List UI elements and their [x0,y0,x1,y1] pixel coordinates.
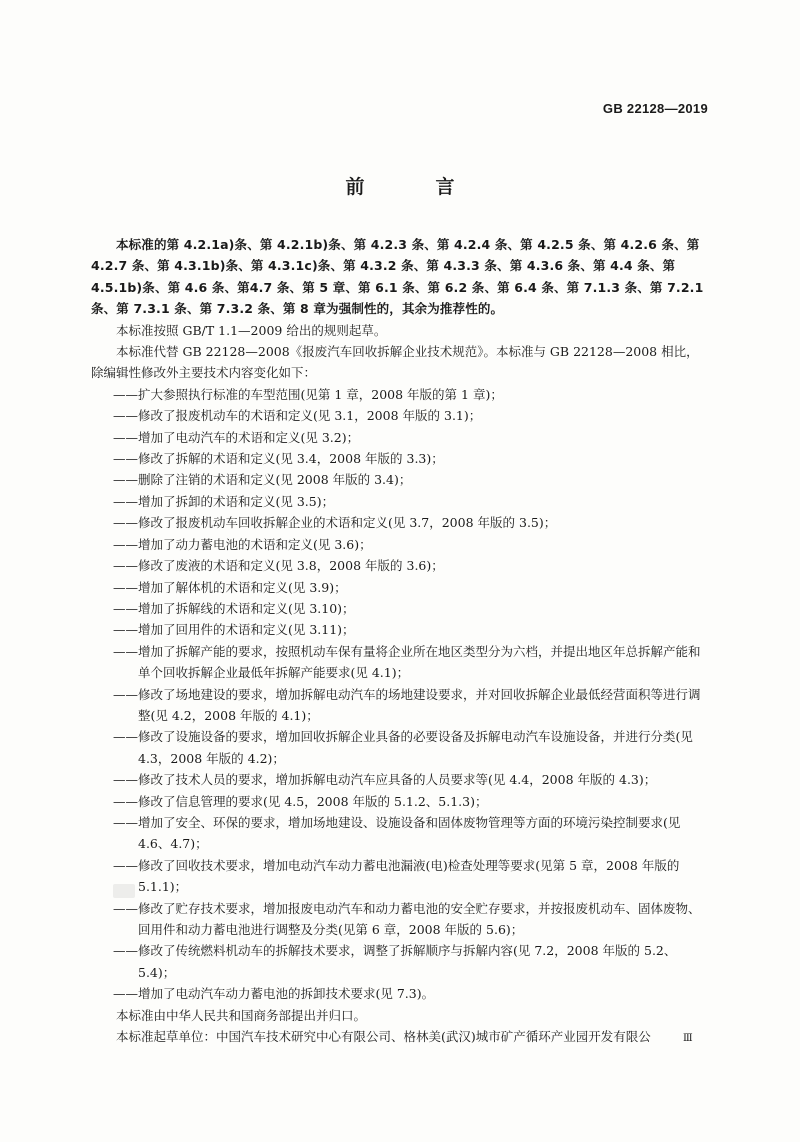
change-item: ——修改了场地建设的要求，增加拆解电动汽车的场地建设要求，并对回收拆解企业最低经营面积等进行调整(见 4.2，2008 年版的 4.1)； [113,686,701,723]
change-item: ——修改了信息管理的要求(见 4.5，2008 年版的 5.1.2、5.1.3)； [113,793,488,809]
change-item: ——增加了回用件的术语和定义(见 3.11)； [113,622,355,638]
scan-artifact [113,884,135,898]
change-item: ——增加了解体机的术语和定义(见 3.9)； [113,579,347,595]
page-title: 前 言 [345,176,481,198]
change-item: ——修改了报废机动车回收拆解企业的术语和定义(见 3.7，2008 年版的 3.5)； [113,515,557,531]
change-item: ——修改了回收技术要求，增加电动汽车动力蓄电池漏液(电)检查处理等要求(见第 5 章，2008 年版的 5.1.1)； [113,857,680,895]
change-item: ——修改了技术人员的要求，增加拆解电动汽车应具备的人员要求等(见 4.4，2008 年版的 4.3)； [113,772,657,788]
change-item: ——增加了电动汽车动力蓄电池的拆卸技术要求(见 7.3)。 [113,986,435,1002]
change-item: ——扩大参照执行标准的车型范围(见第 1 章，2008 年版的第 1 章)； [113,386,503,402]
change-item: ——删除了注销的术语和定义(见 2008 年版的 3.4)； [113,472,412,488]
change-item: ——增加了拆解产能的要求，按照机动车保有量将企业所在地区类型分为六档，并提出地区年总拆解产能和单个回收拆解企业最低年拆解产能要求(见 4.1)； [113,643,701,681]
change-item: ——修改了贮存技术要求，增加报废电动汽车和动力蓄电池的安全贮存要求，并按报废机动车、固体废物、回用件和动力蓄电池进行调整及分类(见第 6 章，2008 年版的 5.6)； [113,900,701,937]
change-item: ——增加了电动汽车的术语和定义(见 3.2)； [113,429,360,445]
foreword-body [91,234,709,1047]
mandatory-clause: 本标准的第 4.2.1a)条、第 4.2.1b)条、第 4.2.3 条、第 4.2.4 条、第 4.2.5 条、第 4.2.6 条、第 4.2.7 条、第 4.3.1b)条、第 4.3.1c)条、第 4.3.2 条、第 4.3.3 条、第 4.3.6 条、第 4.4 条、第 4.5.1b)条、第 4.6 条、第4.7 条、第 5 章、第 6.1 条、第 6.2 条、第 6.4 条、第 7.1.3 条、第 7.2.1 条、第 7.3.1 条、第 7.3.2 条、第 8 章为强制性的，其余为推荐性的。 [91,237,704,317]
change-item: ——修改了拆解的术语和定义(见 3.4，2008 年版的 3.3)； [113,451,444,467]
standard-code: GB 22128—2019 [602,101,708,116]
change-item: ——增加了安全、环保的要求，增加场地建设、设施设备和固体废物管理等方面的环境污染控制要求(见 4.6、4.7)； [113,814,681,852]
drafting-rule: 本标准按照 GB/T 1.1—2009 给出的规则起草。 [116,322,387,338]
change-item: ——修改了报废机动车的术语和定义(见 3.1，2008 年版的 3.1)； [113,408,482,424]
replaces-statement: 本标准代替 GB 22128—2008《报废汽车回收拆解企业技术规范》。本标准与 GB 22128—2008 相比，除编辑性修改外主要技术内容变化如下： [91,344,699,381]
change-item: ——修改了传统燃料机动车的拆解技术要求，调整了拆解顺序与拆解内容(见 7.2，2008 年版的 5.2、5.4)； [113,943,677,980]
change-item: ——修改了废液的术语和定义(见 3.8，2008 年版的 3.6)； [113,558,444,574]
change-item: ——增加了动力蓄电池的术语和定义(见 3.6)； [113,536,372,552]
changes-list [91,384,709,1005]
drafting-units: 本标准起草单位：中国汽车技术研究中心有限公司、格林美(武汉)城市矿产循环产业园开发有限公 [116,1029,651,1045]
change-item: ——增加了拆解线的术语和定义(见 3.10)； [113,600,355,616]
change-item: ——修改了设施设备的要求，增加回收拆解企业具备的必要设备及拆解电动汽车设施设备，并进行分类(见 4.3，2008 年版的 4.2)； [113,729,693,766]
change-item: ——增加了拆卸的术语和定义(见 3.5)； [113,493,335,509]
page-number: Ⅲ [683,1033,693,1044]
proposer: 本标准由中华人民共和国商务部提出并归口。 [116,1007,367,1023]
